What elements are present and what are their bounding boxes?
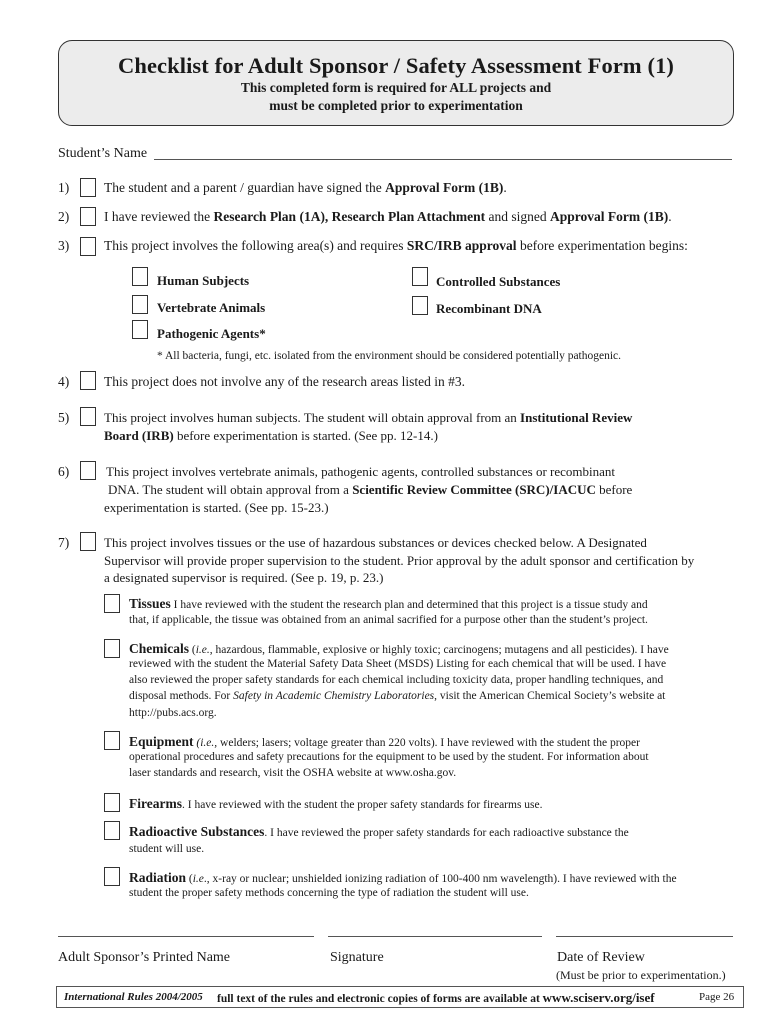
- item-5-text-line-1: This project involves human subjects. The student will obtain approval from an Institutional Review: [104, 410, 633, 425]
- vertebrate-animals-label: Vertebrate Animals: [157, 300, 266, 315]
- item-4-checkbox[interactable]: [80, 371, 96, 390]
- firearms-line-1: Firearms. I have reviewed with the student the proper safety standards for firearms use.: [129, 796, 543, 811]
- date-label: Date of Review: [557, 950, 645, 965]
- item-1-text: The student and a parent / guardian have signed the Approval Form (1B).: [104, 180, 507, 195]
- item-4-text: This project does not involve any of the research areas listed in #3.: [104, 374, 466, 389]
- radioactive-checkbox[interactable]: [104, 821, 120, 840]
- item-2-checkbox[interactable]: [80, 207, 96, 226]
- recombinant-dna-label: Recombinant DNA: [436, 301, 542, 316]
- controlled-substances-checkbox[interactable]: [412, 267, 428, 286]
- footer-text: full text of the rules and electronic copies of forms are available at www.sciserv.org/isef: [217, 990, 655, 1005]
- form-subtitle-1: This completed form is required for ALL projects and: [240, 80, 552, 95]
- chemicals-line-2: reviewed with the student the Material Safety Data Sheet (MSDS) Listing for each chemical that will be used. I have: [129, 658, 667, 670]
- item-6-checkbox[interactable]: [80, 461, 96, 480]
- footer-rules: International Rules 2004/2005: [64, 991, 203, 1003]
- item-7-checkbox[interactable]: [80, 532, 96, 551]
- form-subtitle-2: must be completed prior to experimentation: [269, 98, 523, 113]
- form-header: [58, 40, 734, 126]
- item-6-number: 6): [58, 464, 70, 479]
- printed-name-field[interactable]: [58, 936, 314, 937]
- item-1-checkbox[interactable]: [80, 178, 96, 197]
- tissues-checkbox[interactable]: [104, 594, 120, 613]
- item-3-checkbox[interactable]: [80, 237, 96, 256]
- radiation-checkbox[interactable]: [104, 867, 120, 886]
- item-6-text-line-3: experimentation is started. (See pp. 15-23.): [104, 500, 329, 515]
- chemicals-line-5: http://pubs.acs.org.: [129, 707, 217, 719]
- controlled-substances-label: Controlled Substances: [436, 274, 561, 289]
- item-3-number: 3): [58, 238, 70, 253]
- item-5-number: 5): [58, 410, 70, 425]
- pathogenic-agents-checkbox[interactable]: [132, 320, 148, 339]
- tissues-line-1: Tissues I have reviewed with the student the research plan and determined that this project is a tissue study and: [129, 596, 648, 611]
- signature-label: Signature: [330, 950, 384, 965]
- student-name-field[interactable]: [154, 159, 732, 160]
- item-6-text-line-2: DNA. The student will obtain approval from a Scientific Review Committee (SRC)/IACUC before: [108, 482, 633, 497]
- item-7-text-line-1: This project involves tissues or the use of hazardous substances or devices checked below. A Designated: [104, 535, 647, 550]
- item-5-checkbox[interactable]: [80, 407, 96, 426]
- tissues-line-2: that, if applicable, the tissue was obtained from an animal sacrified for a purpose other than the student’s project.: [129, 614, 648, 626]
- chemicals-checkbox[interactable]: [104, 639, 120, 658]
- radiation-line-1: Radiation (i.e., x-ray or nuclear; unshielded ionizing radiation of 100-400 nm wavelength). I have reviewed with the: [129, 870, 677, 885]
- pathogenic-agents-label: Pathogenic Agents*: [157, 326, 266, 341]
- form-title: Checklist for Adult Sponsor / Safety Assessment Form (1): [117, 53, 675, 78]
- page-number: Page 26: [699, 991, 735, 1003]
- item-2-text: I have reviewed the Research Plan (1A), Research Plan Attachment and signed Approval Form (1B).: [104, 209, 672, 224]
- radioactive-line-1: Radioactive Substances. I have reviewed the proper safety standards for each radioactive substance the: [129, 824, 629, 839]
- human-subjects-checkbox[interactable]: [132, 267, 148, 286]
- date-note: (Must be prior to experimentation.): [556, 968, 726, 982]
- firearms-checkbox[interactable]: [104, 793, 120, 812]
- equipment-checkbox[interactable]: [104, 731, 120, 750]
- chemicals-line-3: also reviewed the proper safety standards for each chemical including toxicity data, proper handling techniques, and: [129, 674, 664, 686]
- item-2-number: 2): [58, 209, 70, 224]
- page-footer: [56, 986, 744, 1008]
- chemicals-line-1: Chemicals (i.e., hazardous, flammable, explosive or highly toxic; carcinogens; mutagens and all pesticides). I have: [129, 641, 669, 656]
- chemicals-line-4: disposal methods. For Safety in Academic Chemistry Laboratories, visit the American Chemical Society’s website at: [129, 690, 666, 702]
- item-3-text: This project involves the following area(s) and requires SRC/IRB approval before experimentation begins:: [104, 238, 688, 253]
- equipment-line-2: operational procedures and safety precautions for the equipment to be used by the student. For information about: [129, 751, 649, 763]
- item-7-text-line-3: a designated supervisor is required. (See p. 19, p. 23.): [104, 570, 384, 585]
- human-subjects-label: Human Subjects: [157, 273, 250, 288]
- equipment-line-3: laser standards and research, visit the OSHA website at www.osha.gov.: [129, 767, 457, 779]
- item-1-number: 1): [58, 180, 70, 195]
- radioactive-line-2: student will use.: [129, 843, 205, 855]
- item-7-number: 7): [58, 535, 70, 550]
- radiation-line-2: student the proper safety methods concerning the type of radiation the student will use.: [129, 887, 529, 899]
- item-4-number: 4): [58, 374, 70, 389]
- pathogen-footnote: * All bacteria, fungi, etc. isolated from the environment should be considered potentially pathogenic.: [157, 350, 622, 362]
- item-6-text-line-1: This project involves vertebrate animals, pathogenic agents, controlled substances or recombinant: [106, 464, 616, 479]
- date-field[interactable]: [556, 936, 733, 937]
- equipment-line-1: Equipment (i.e., welders; lasers; voltage greater than 220 volts). I have reviewed with the student the proper: [129, 734, 640, 749]
- item-5-text-line-2: Board (IRB) before experimentation is started. (See pp. 12-14.): [104, 428, 438, 443]
- student-name-label: Student’s Name: [58, 146, 148, 161]
- footer-url[interactable]: www.sciserv.org/isef: [542, 990, 655, 1005]
- signature-field[interactable]: [328, 936, 542, 937]
- recombinant-dna-checkbox[interactable]: [412, 296, 428, 315]
- printed-name-label: Adult Sponsor’s Printed Name: [58, 950, 231, 965]
- vertebrate-animals-checkbox[interactable]: [132, 295, 148, 314]
- item-7-text-line-2: Supervisor will provide proper supervision to the student. Prior approval by the adult sponsor and certification by: [104, 553, 695, 568]
